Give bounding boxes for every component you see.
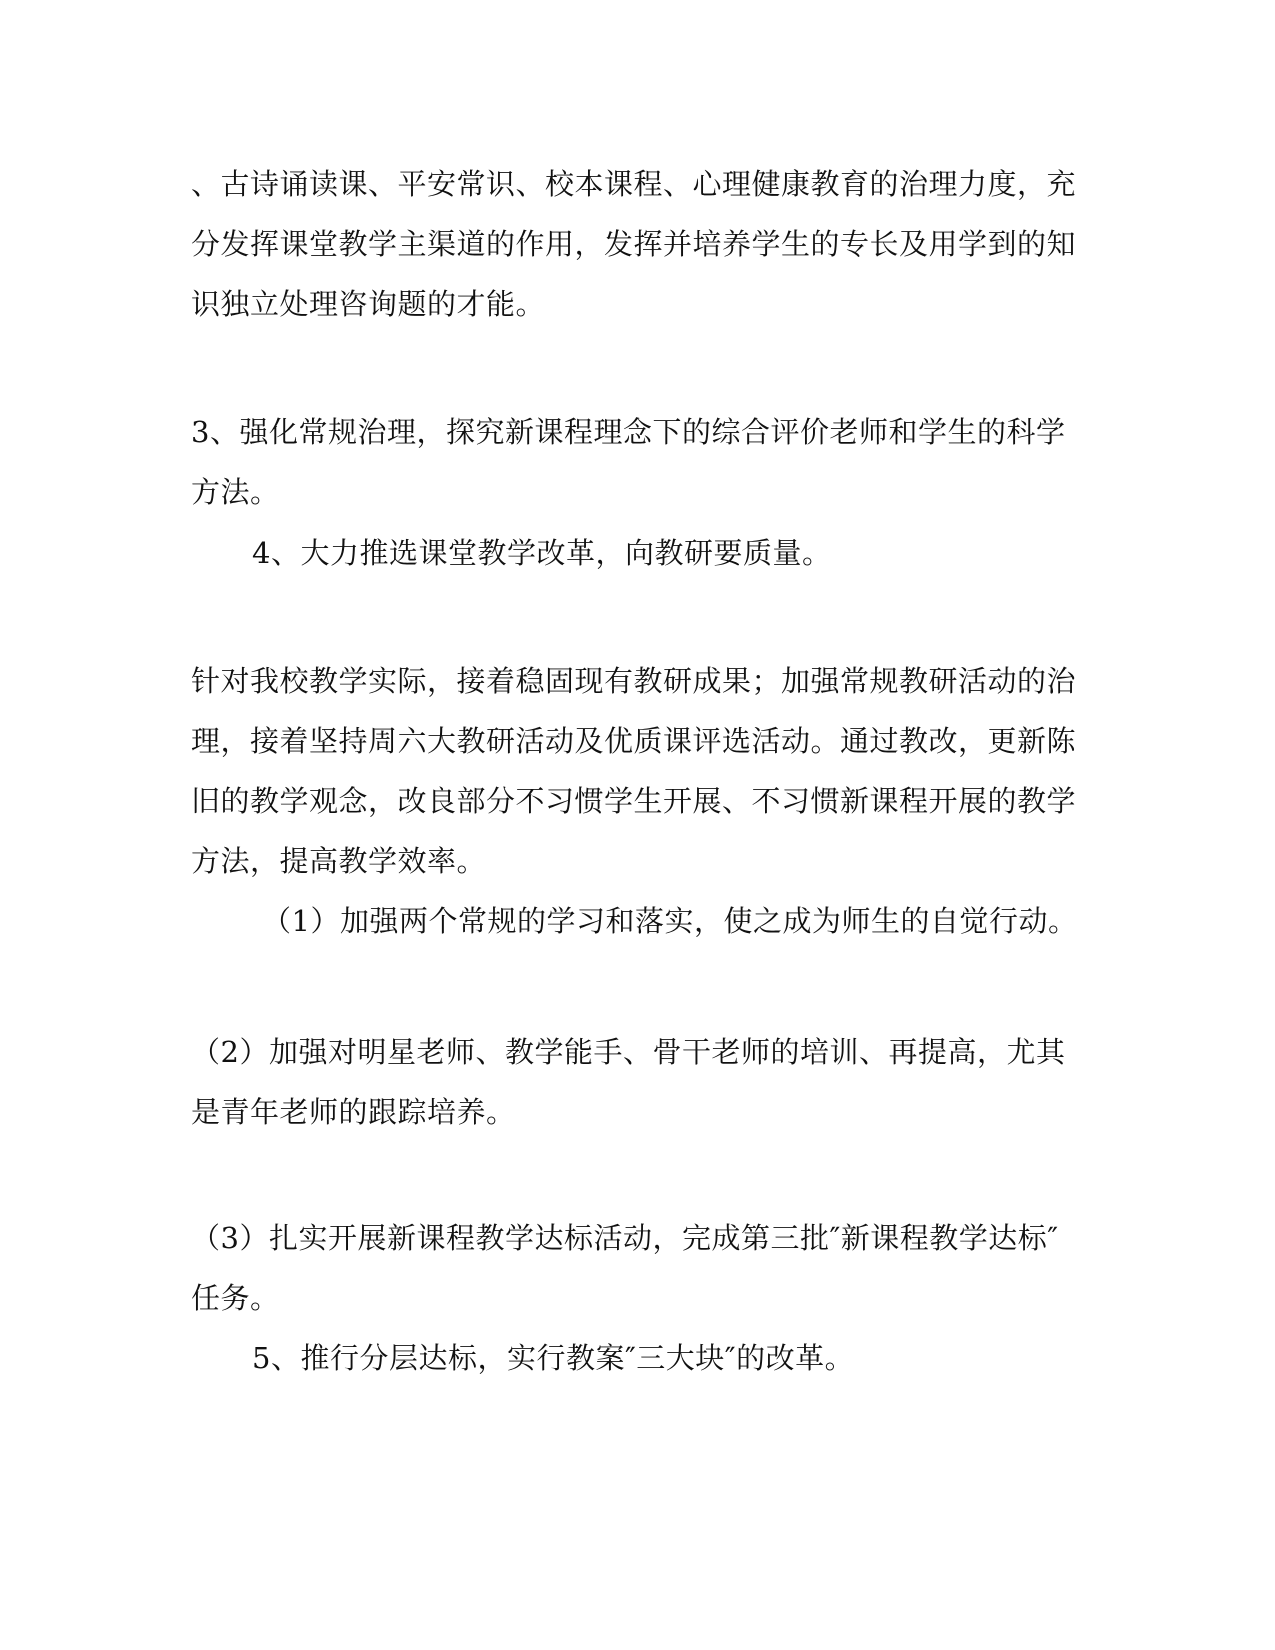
paragraph-line: 3、强化常规治理，探究新课程理念下的综合评价老师和学生的科学 [191,415,1066,449]
paragraph-line: （2）加强对明星老师、教学能手、骨干老师的培训、再提高，尤其 [191,1035,1066,1069]
paragraph-line: （3）扎实开展新课程教学达标活动，完成第三批″新课程教学达标″ [191,1221,1059,1255]
paragraph-line: 5、推行分层达标，实行教案″三大块″的改革。 [252,1341,855,1375]
paragraph-line: 识独立处理咨询题的才能。 [191,287,546,321]
paragraph-line: 分发挥课堂教学主渠道的作用，发挥并培养学生的专长及用学到的知 [191,227,1077,261]
paragraph-line: 4、大力推选课堂教学改革，向教研要质量。 [252,536,832,570]
paragraph-line: 旧的教学观念，改良部分不习惯学生开展、不习惯新课程开展的教学 [191,784,1077,818]
paragraph-line: 是青年老师的跟踪培养。 [191,1095,516,1129]
paragraph-line: 、古诗诵读课、平安常识、校本课程、心理健康教育的治理力度，充 [191,167,1077,201]
paragraph-line: 方法。 [191,475,280,509]
paragraph-line: 针对我校教学实际，接着稳固现有教研成果；加强常规教研活动的治 [191,664,1077,698]
paragraph-line: 理，接着坚持周六大教研活动及优质课评选活动。通过教改，更新陈 [191,724,1077,758]
paragraph-line: 方法，提高教学效率。 [191,844,487,878]
paragraph-line: （1）加强两个常规的学习和落实，使之成为师生的自觉行动。 [262,904,1078,938]
paragraph-line: 任务。 [191,1281,280,1315]
